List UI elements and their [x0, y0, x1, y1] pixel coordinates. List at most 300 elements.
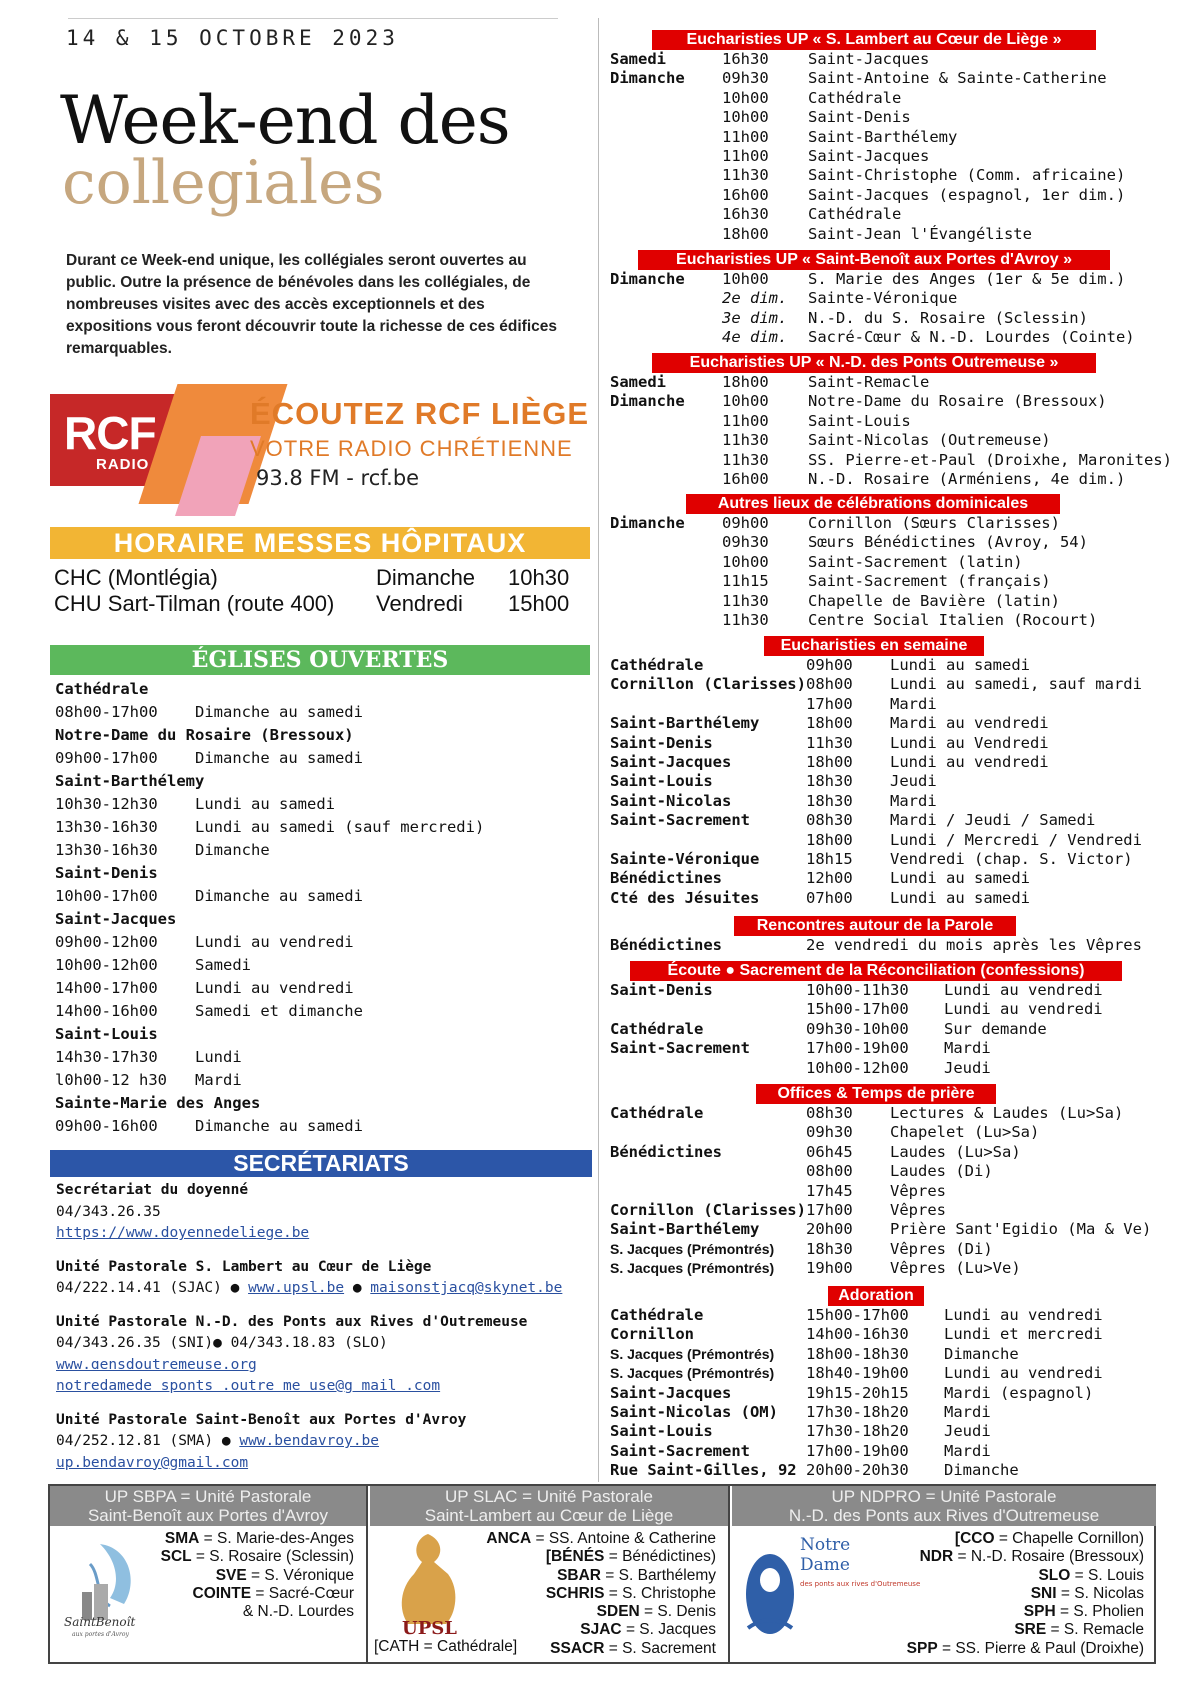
opening-days: Lundi au samedi (sauf mercredi) [195, 818, 485, 836]
schedule-place: Saint-Sacrement [610, 1039, 750, 1058]
footer-legend [48, 1484, 1156, 1664]
legend-meaning: & N.-D. Lourdes [242, 1603, 354, 1621]
schedule-detail: Centre Social Italien (Rocourt) [808, 610, 1098, 629]
rcf-logo: RCF RADIO [50, 394, 238, 486]
section-header-slac: Eucharisties UP « S. Lambert au Cœur de Liège » [652, 30, 1096, 50]
schedule-detail: Mardi [890, 791, 937, 810]
opening-hours [55, 1069, 585, 1092]
schedule-detail: Cathédrale [808, 88, 902, 107]
schedule-time: 11h30 [722, 610, 769, 629]
schedule-time: 20h00-20h30 [806, 1461, 909, 1480]
schedule-time: 18h15 [806, 849, 853, 868]
legend-line [907, 1548, 1144, 1566]
schedule-time: 11h00 [722, 411, 769, 430]
schedule-time: 10h00 [722, 270, 769, 288]
schedule-time: 07h00 [806, 888, 853, 907]
legend-meaning: = Chapelle Cornillon) [994, 1530, 1144, 1547]
legend-meaning: = S. Véronique [246, 1566, 354, 1584]
schedule-detail: Mardi au vendredi [890, 714, 1049, 733]
secretariat-link[interactable]: www.ɑensdoutremeuse.org [56, 1356, 257, 1373]
schedule-place: Dimanche [610, 392, 685, 411]
opening-time: 09h00-16h00 [55, 1117, 158, 1135]
legend-meaning: = Bénédictines) [604, 1548, 716, 1566]
legend-line [907, 1530, 1144, 1548]
schedule-time: 16h30 [722, 205, 769, 224]
schedule-detail: Chapelet (Lu>Sa) [890, 1123, 1040, 1142]
schedule-detail: Chapelle de Bavière (latin) [808, 591, 1060, 610]
legend-line [907, 1603, 1144, 1621]
secretariat-link[interactable]: www.upsl.be [248, 1280, 345, 1296]
event-date: 14 & 15 OCTOBRE 2023 [66, 26, 399, 50]
schedule-time: 10h00 [722, 392, 769, 411]
schedule-time: 10h00 [722, 108, 769, 127]
legend-line [161, 1567, 354, 1585]
schedule-time: 19h00 [806, 1259, 853, 1278]
schedule-detail: Saint-Remacle [808, 373, 930, 391]
rcf-frequency: 93.8 FM - rcf.be [256, 466, 420, 490]
secretariat-phone: 04/343.26.35 (SNI)● 04/343.18.83 (SLO) [56, 1335, 388, 1351]
opening-time: 13h30-16h30 [55, 818, 158, 836]
opening-hours [55, 954, 585, 977]
footer-ndpro-header: UP NDPRO = Unité Pastorale N.-D. des Ponts aux Rives d'Outremeuse [732, 1486, 1156, 1526]
schedule-place: Saint-Denis [610, 981, 713, 999]
legend-line [907, 1640, 1144, 1658]
secretariat-email[interactable]: maisonstjacq@skynet.be [370, 1280, 563, 1296]
secretariat-email[interactable]: notredamede sponts .outre me use@g mail .com [56, 1378, 441, 1394]
schedule-place: Cornillon (Clarisses) [610, 675, 806, 694]
schedule-time: 06h45 [806, 1142, 853, 1161]
schedule-place: Cathédrale [610, 1306, 704, 1324]
legend-line [161, 1603, 354, 1621]
schedule-detail: Jeudi [890, 772, 937, 791]
footer-sbpa-legend [161, 1530, 354, 1621]
section-header-reconciliation: Écoute ● Sacrement de la Réconciliation (confessions) [630, 961, 1122, 981]
svg-text:Dame: Dame [800, 1555, 850, 1575]
schedule-place: Bénédictines [610, 936, 722, 954]
schedule-detail: Cathédrale [808, 205, 902, 224]
footer-cath: [CATH = Cathédrale] [374, 1638, 518, 1655]
legend-line [486, 1530, 716, 1548]
opening-time: 10h30-12h30 [55, 795, 158, 813]
svg-text:des ponts aux rives d'Outremeu: des ponts aux rives d'Outremeuse [800, 1580, 921, 1588]
schedule-detail: SS. Pierre-et-Paul (Droixhe, Maronites) [808, 450, 1172, 469]
schedule-time: 18h30 [806, 772, 853, 791]
schedule-time: 10h00-11h30 [806, 981, 909, 999]
schedule-time: 08h30 [806, 1104, 853, 1122]
schedule-time: 2e dim. [722, 289, 788, 308]
opening-time: 10h00-12h00 [55, 956, 158, 974]
opening-hours [55, 816, 585, 839]
schedule-detail: Notre-Dame du Rosaire (Bressoux) [808, 392, 1107, 411]
legend-abbr: SPH [1023, 1603, 1056, 1621]
hospitals-banner: HORAIRE MESSES HÔPITAUX [50, 527, 590, 559]
schedule-time: 20h00 [806, 1220, 853, 1239]
schedule-time: 18h00 [806, 752, 853, 771]
schedule-place: Rue Saint-Gilles, 92 [610, 1461, 797, 1480]
legend-abbr: SDEN [596, 1603, 640, 1621]
schedule-time: 08h00 [806, 1162, 853, 1181]
schedule-place: Cornillon [610, 1325, 694, 1344]
legend-abbr: SPP [906, 1639, 938, 1657]
saint-benoit-logo [60, 1534, 160, 1638]
schedule-place: Saint-Nicolas [610, 791, 732, 810]
opening-time: 09h00-12h00 [55, 933, 158, 951]
legend-abbr: SNI [1030, 1584, 1057, 1602]
schedule-detail: Vêpres (Lu>Ve) [890, 1259, 1021, 1278]
schedule-time: 3e dim. [722, 308, 788, 327]
section-header-adoration: Adoration [828, 1286, 924, 1306]
schedule-time: 16h00 [722, 185, 769, 204]
church-name: Saint-Denis [55, 864, 158, 882]
schedule-detail: Lundi / Mercredi / Vendredi [890, 830, 1142, 849]
schedule-detail: S. Marie des Anges (1er & 5e dim.) [808, 270, 1126, 288]
legend-meaning: = Sacré-Cœur [251, 1584, 354, 1602]
secretariat-phone: 04/222.14.41 (SJAC) ● [56, 1280, 240, 1296]
schedule-detail: Mardi [944, 1039, 991, 1058]
schedule-detail: Lundi au samedi [890, 888, 1030, 907]
schedule-place: S. Jacques (Prémontrés) [610, 1365, 775, 1382]
church-name: Saint-Jacques [55, 910, 177, 928]
schedule-time: 15h00-17h00 [806, 1306, 909, 1324]
schedule-detail: Saint-Jacques (espagnol, 1er dim.) [808, 185, 1126, 204]
legend-meaning: = S. Pholien [1055, 1603, 1144, 1621]
svg-text:SaintBenoît: SaintBenoît [64, 1615, 136, 1629]
schedule-time: 16h00 [722, 469, 769, 488]
schedule-time: 18h00 [722, 224, 769, 243]
schedule-time: 18h00 [806, 714, 853, 733]
schedule-detail: Saint-Sacrement (latin) [808, 552, 1023, 571]
event-title: Week-end des [60, 82, 510, 159]
schedule-place: Cathédrale [610, 656, 704, 674]
secretariat-name: Unité Pastorale S. Lambert au Cœur de Liège [56, 1258, 432, 1275]
legend-meaning: = S. Rosaire (Sclessin) [191, 1548, 354, 1566]
svg-text:UPSL: UPSL [402, 1618, 457, 1639]
schedule-place: Saint-Jacques [610, 1383, 732, 1402]
schedule-detail: Dimanche [944, 1344, 1019, 1363]
schedule-detail: Lundi au Vendredi [890, 733, 1049, 752]
opening-days: Dimanche au samedi [195, 749, 363, 767]
schedule-detail: Saint-Jacques [808, 146, 930, 165]
upsl-logo [386, 1530, 470, 1638]
opening-days: Samedi et dimanche [195, 1002, 363, 1020]
schedule-detail: Mardi [890, 694, 937, 713]
legend-meaning: = S. Christophe [604, 1584, 716, 1602]
column-divider [598, 18, 599, 1482]
legend-abbr: SSACR [550, 1639, 605, 1657]
legend-line [161, 1585, 354, 1603]
schedule-place: Dimanche [610, 514, 685, 532]
opening-days: Dimanche au samedi [195, 1117, 363, 1135]
legend-abbr: ANCA [486, 1530, 532, 1547]
schedule-detail: Lectures & Laudes (Lu>Sa) [890, 1104, 1124, 1122]
schedule-time: 15h00-17h00 [806, 1000, 909, 1019]
schedule-place: Bénédictines [610, 1142, 722, 1161]
schedule-time: 09h30 [806, 1123, 853, 1142]
schedule-place: Cathédrale [610, 1104, 704, 1122]
schedule-detail: Mardi [944, 1402, 991, 1421]
schedule-detail: Lundi au vendredi [944, 981, 1103, 999]
schedule-place: Sainte-Véronique [610, 849, 760, 868]
schedule-detail: Lundi au samedi [890, 656, 1030, 674]
schedule-time: 12h00 [806, 869, 853, 888]
schedule-place: Bénédictines [610, 869, 722, 888]
schedule-place: Saint-Louis [610, 772, 713, 791]
schedule-detail: Saint-Jean l'Évangéliste [808, 224, 1032, 243]
rcf-headline: ÉCOUTEZ RCF LIÈGE [250, 396, 590, 431]
schedule-time: 18h00-18h30 [806, 1344, 909, 1363]
schedule-time: 11h30 [722, 166, 769, 185]
schedule-time: 18h30 [806, 791, 853, 810]
opening-time: 10h00-17h00 [55, 887, 158, 905]
section-header-parole: Rencontres autour de la Parole [734, 916, 1016, 936]
schedule-detail: Saint-Louis [808, 411, 911, 430]
schedule-detail: Lundi au vendredi [890, 752, 1049, 771]
schedule-place: Samedi [610, 50, 666, 68]
legend-meaning: = SS. Pierre & Paul (Droixhe) [937, 1639, 1144, 1657]
schedule-place: Saint-Sacrement [610, 811, 750, 830]
legend-meaning: = S. Sacrement [604, 1639, 716, 1657]
footer-ndpro [732, 1486, 1156, 1662]
legend-line [486, 1621, 716, 1639]
secretariat-phone: 04/343.26.35 [56, 1203, 161, 1220]
schedule-detail: Jeudi [944, 1058, 991, 1077]
opening-days: Lundi au vendredi [195, 933, 354, 951]
opening-days: Samedi [195, 956, 251, 974]
schedule-time: 11h00 [722, 127, 769, 146]
schedule-detail: Prière Sant'Egidio (Ma & Ve) [890, 1220, 1152, 1239]
schedule-detail: Sur demande [944, 1019, 1047, 1038]
opening-hours [55, 931, 585, 954]
church-name: Sainte-Marie des Anges [55, 1094, 261, 1112]
schedule-time: 17h30-18h20 [806, 1422, 909, 1441]
secretariats-banner: SECRÉTARIATS [50, 1150, 592, 1177]
schedule-time: 09h00 [806, 656, 853, 674]
schedule-place: Cathédrale [610, 1019, 704, 1038]
schedule-time: 09h00 [722, 514, 769, 532]
section-header-ndpro: Eucharisties UP « N.-D. des Ponts Outremeuse » [652, 353, 1096, 373]
svg-text:aux portes d'Avroy: aux portes d'Avroy [72, 1631, 129, 1638]
schedule-detail: N.-D. Rosaire (Arméniens, 4e dim.) [808, 469, 1126, 488]
schedule-detail: N.-D. du S. Rosaire (Sclessin) [808, 308, 1088, 327]
legend-abbr: [CCO [954, 1530, 995, 1547]
svg-text:Notre: Notre [800, 1535, 851, 1555]
legend-meaning: = SS. Antoine & Catherine [531, 1530, 716, 1547]
schedule-place: Saint-Denis [610, 733, 713, 752]
schedule-detail: Saint-Sacrement (français) [808, 572, 1051, 591]
schedule-time: 09h30 [722, 69, 769, 88]
legend-line [907, 1621, 1144, 1639]
legend-line [907, 1567, 1144, 1585]
footer-slac-header: UP SLAC = Unité Pastorale Saint-Lambert au Cœur de Liège [370, 1486, 728, 1526]
schedule-place: Saint-Sacrement [610, 1441, 750, 1460]
section-header-semaine: Eucharisties en semaine [764, 636, 984, 656]
schedule-detail: Saint-Jacques [808, 50, 930, 68]
schedule-detail: Lundi au vendredi [944, 1000, 1103, 1019]
legend-meaning: = S. Nicolas [1056, 1584, 1144, 1602]
opening-time: 13h30-16h30 [55, 841, 158, 859]
legend-line [486, 1640, 716, 1658]
schedule-detail: Lundi au vendredi [944, 1306, 1103, 1324]
schedule-time: 08h30 [806, 811, 853, 830]
schedule-time: 10h00 [722, 552, 769, 571]
schedule-detail: Sacré-Cœur & N.-D. Lourdes (Cointe) [808, 328, 1135, 347]
schedule-detail: Sœurs Bénédictines (Avroy, 54) [808, 533, 1088, 552]
schedule-time: 10h00-12h00 [806, 1058, 909, 1077]
schedule-detail: Lundi au samedi, sauf mardi [890, 675, 1142, 694]
schedule-time: 17h00-19h00 [806, 1039, 909, 1058]
legend-meaning: = S. Remacle [1046, 1621, 1144, 1639]
schedule-time: 17h30-18h20 [806, 1402, 909, 1421]
schedule-place: Saint-Louis [610, 1422, 713, 1441]
schedule-detail: Vêpres (Di) [890, 1239, 993, 1258]
legend-line [161, 1548, 354, 1566]
footer-ndpro-legend [907, 1530, 1144, 1658]
schedule-detail: Vêpres [890, 1181, 946, 1200]
schedule-time: 18h00 [806, 830, 853, 849]
schedule-time: 18h30 [806, 1239, 853, 1258]
schedule-time: 11h30 [722, 450, 769, 469]
schedule-time: 11h30 [722, 431, 769, 450]
legend-meaning: = S. Denis [639, 1603, 716, 1621]
secretariat-phone: 04/252.12.81 (SMA) ● [56, 1433, 231, 1449]
legend-abbr: NDR [919, 1548, 954, 1566]
secretariat-name: Secrétariat du doyenné [56, 1182, 249, 1198]
schedule-time: 14h00-16h30 [806, 1325, 909, 1344]
top-rule [68, 18, 558, 19]
schedule-detail: Mardi / Jeudi / Samedi [890, 811, 1096, 830]
section-header-autres: Autres lieux de célébrations dominicales [686, 494, 1060, 514]
legend-abbr: SMA [164, 1530, 200, 1547]
schedule-time: 19h15-20h15 [806, 1383, 909, 1402]
legend-meaning: = S. Barthélemy [600, 1566, 716, 1584]
legend-abbr: SCHRIS [545, 1584, 605, 1602]
footer-slac [370, 1486, 730, 1662]
opening-hours [55, 747, 585, 770]
secretariat-email[interactable]: up.bendavroy@gmail.com [56, 1454, 249, 1471]
opening-hours [55, 839, 585, 862]
schedule-time: 09h30 [722, 533, 769, 552]
legend-meaning: = N.-D. Rosaire (Bressoux) [953, 1548, 1144, 1566]
schedule-time: 11h30 [806, 733, 853, 752]
schedule-detail: Saint-Antoine & Sainte-Catherine [808, 69, 1107, 88]
opening-days: Lundi au samedi [195, 795, 335, 813]
schedule-time: 17h00 [806, 694, 853, 713]
schedule-place: Samedi [610, 373, 666, 391]
schedule-detail: Sainte-Véronique [808, 289, 958, 308]
church-name: Saint-Barthélemy [55, 772, 205, 790]
schedule-detail: Lundi au samedi [890, 869, 1030, 888]
schedule-place: S. Jacques (Prémontrés) [610, 1345, 775, 1362]
schedule-detail: Mardi [944, 1441, 991, 1460]
schedule-time: 10h00 [722, 88, 769, 107]
legend-meaning: = S. Louis [1070, 1566, 1144, 1584]
legend-meaning: = S. Marie-des-Anges [199, 1530, 354, 1547]
opening-days: Lundi [195, 1048, 242, 1066]
legend-line [486, 1567, 716, 1585]
schedule-time: 11h15 [722, 572, 769, 591]
opening-hours [55, 1046, 585, 1069]
schedule-time: 11h00 [722, 146, 769, 165]
legend-line [486, 1585, 716, 1603]
church-name: Saint-Louis [55, 1025, 158, 1043]
schedule-time: 17h45 [806, 1181, 853, 1200]
schedule-detail: Vêpres [890, 1200, 946, 1219]
schedule-time: 18h40-19h00 [806, 1364, 909, 1383]
opening-days: Dimanche au samedi [195, 703, 363, 721]
legend-abbr: SCL [160, 1548, 192, 1566]
schedule-time: 2e vendredi du mois après les Vêpres [806, 936, 1142, 954]
schedule-detail: Vendredi (chap. S. Victor) [890, 849, 1133, 868]
rcf-subline: VOTRE RADIO CHRÉTIENNE [250, 436, 573, 461]
section-header-offices: Offices & Temps de prière [756, 1084, 996, 1104]
schedule-detail: Cornillon (Sœurs Clarisses) [808, 514, 1060, 532]
secretariat-name: Unité Pastorale Saint-Benoît aux Portes d'Avroy [56, 1411, 467, 1428]
legend-line [486, 1548, 716, 1566]
opening-hours [55, 701, 585, 724]
legend-abbr: SRE [1014, 1621, 1047, 1639]
schedule-detail: Laudes (Di) [890, 1162, 993, 1181]
event-subtitle: collegiales [62, 148, 385, 218]
opening-time: 14h00-17h00 [55, 979, 158, 997]
legend-abbr: [BÉNÉS [545, 1548, 605, 1566]
schedule-detail: Lundi au vendredi [944, 1364, 1103, 1383]
opening-hours [55, 885, 585, 908]
opening-days: Dimanche au samedi [195, 887, 363, 905]
schedule-place: Cornillon (Clarisses) [610, 1200, 806, 1219]
opening-time: 08h00-17h00 [55, 703, 158, 721]
eglises-list [55, 678, 585, 1138]
schedule-time: 17h00-19h00 [806, 1441, 909, 1460]
schedule-place: Dimanche [610, 270, 685, 288]
hospital-row: CHC (Montlégia) Dimanche 10h30 [54, 565, 570, 590]
schedule-place: Saint-Nicolas (OM) [610, 1402, 778, 1421]
schedule-detail: Dimanche [944, 1461, 1019, 1480]
secretariat-link[interactable]: www.bendavroy.be [239, 1433, 380, 1449]
hospital-row: CHU Sart-Tilman (route 400) Vendredi 15h00 [54, 591, 570, 616]
schedule-place: Dimanche [610, 69, 685, 88]
event-description: Durant ce Week-end unique, les collégiales seront ouvertes au public. Outre la présence de bénévoles dans les collégiales, de nombreuses visites avec des accès exceptionnels et des expositions vous feront découvrir toute la richesse de ces édifices remarquables. [66, 252, 557, 357]
opening-time: 14h00-16h00 [55, 1002, 158, 1020]
legend-abbr: SBAR [557, 1566, 601, 1584]
schedule-time: 11h30 [722, 591, 769, 610]
legend-meaning: = S. Jacques [621, 1621, 716, 1639]
schedule-place: Cté des Jésuites [610, 888, 760, 907]
schedule-detail: Saint-Barthélemy [808, 127, 958, 146]
schedule-time: 4e dim. [722, 328, 788, 347]
church-name: Notre-Dame du Rosaire (Bressoux) [55, 726, 354, 744]
opening-days: Mardi [195, 1071, 242, 1089]
section-header-sbpa: Eucharisties UP « Saint-Benoît aux Portes d'Avroy » [638, 250, 1110, 270]
footer-sbpa [50, 1486, 368, 1662]
schedule-time: 08h00 [806, 675, 853, 694]
legend-abbr: SLO [1038, 1566, 1071, 1584]
opening-days: Dimanche [195, 841, 270, 859]
legend-line [907, 1585, 1144, 1603]
opening-hours [55, 1115, 585, 1138]
schedule-time: 09h30-10h00 [806, 1019, 909, 1038]
legend-abbr: SVE [215, 1566, 247, 1584]
opening-hours [55, 1000, 585, 1023]
schedule-place: S. Jacques (Prémontrés) [610, 1260, 775, 1277]
schedule-detail: Saint-Christophe (Comm. africaine) [808, 166, 1126, 185]
secretariat-link[interactable]: https://www.doyennedeliege.be [56, 1225, 310, 1241]
schedule-detail: Saint-Denis [808, 108, 911, 127]
schedule-place: S. Jacques (Prémontrés) [610, 1240, 775, 1257]
legend-line [486, 1603, 716, 1621]
legend-abbr: COINTE [192, 1584, 252, 1602]
schedule-detail: Laudes (Lu>Sa) [890, 1142, 1021, 1161]
opening-hours [55, 793, 585, 816]
